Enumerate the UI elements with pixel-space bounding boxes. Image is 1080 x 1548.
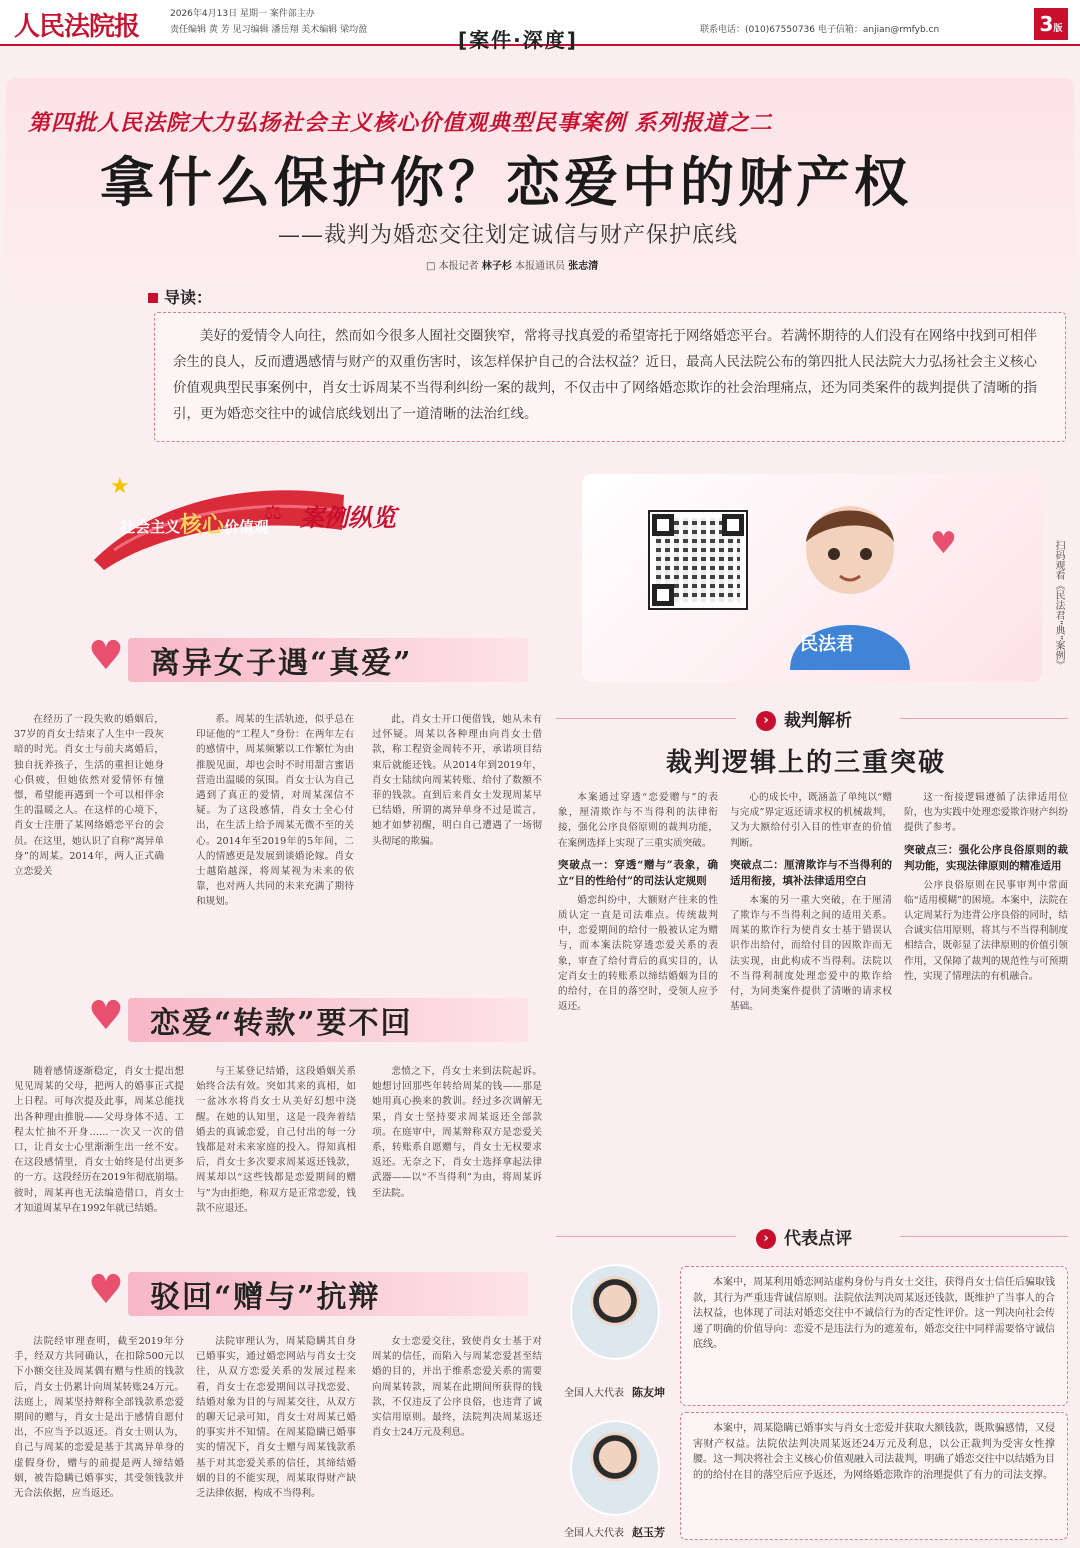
article-column: 系。周某的生活轨迹，似乎总在印证他的“工程人”身份：在两年左右的感情中，周某频繁以工作繁忙为由推脱见面，却也会时不时用甜言蜜语营造出温暖的氛围。肖女士认为自己遇到了真正的爱情，对周某深信不疑。为了这段感情，肖女士全心付出，在生活上给予周某无微不至的关心。2014年至2019年的5年间，二人的情感更是发展到谈婚论嫁。肖女士越陷越深，将周某视为未来的依靠，也对两人共同的未来充满了期待和规划。 <box>196 714 354 908</box>
article-column: 随着感情逐渐稳定，肖女士提出想见见周某的父母，把两人的婚事正式提上日程。可每次提及此事，周某总能找出各种理由推脱——父母身体不适、工程太忙抽不开身……一次又一次的借口，让肖女士心里渐渐生出一丝不安。在这段感情里，肖女士始终是付出更多的一方。这段经历在2019年彻底崩塌。彼时，周某再也无法编造借口，肖女士才知道周某早在1992年就已结婚。 <box>14 1066 184 1214</box>
square-icon <box>148 293 158 303</box>
heart-icon: ♥ <box>88 993 124 1039</box>
gavel-icon: ⚖ <box>264 500 282 524</box>
qr-corner <box>652 584 674 606</box>
article-column: 与王某登记结婚，这段婚姻关系始终合法有效。突如其来的真相，如一盆冰水将肖女士从美好幻想中浇醒。在她的认知里，这是一段奔着结婚去的真诚恋爱，自己付出的每一分钱都是对未来家庭的投入。得知真相后，肖女士多次要求周某返还钱款，周某却以“这些钱都是恋爱期间的赠与”为由拒绝，称双方是正常恋爱，钱款不应退还。 <box>196 1066 356 1214</box>
subtitle: ——裁判为婚恋交往划定诚信与财产保护底线 <box>278 223 739 248</box>
section-heading-1 <box>88 630 528 686</box>
intro-label: 导读： <box>148 285 212 308</box>
divider <box>900 1236 1068 1237</box>
section-tag: [案件·深度] <box>458 28 578 52</box>
chevron-right-icon: › <box>756 1229 776 1249</box>
page-title: 拿什么保护你？恋爱中的财产权 <box>100 151 912 214</box>
heart-icon: ♥ <box>88 1267 124 1313</box>
comments-tag: › 代表点评 <box>756 1224 852 1249</box>
rep-2-name: 全国人大代表 赵玉芳 <box>564 1526 665 1539</box>
article-column: 法院经审理查明，截至2019年分手，经双方共同确认，在扣除500元以下小额交往及周某偶有赠与性质的钱款后，肖女士仍累计向周某转账24万元。法庭上，周某坚持辩称全部钱款系恋爱期间的赠与，肖女士是出于感情自愿付出，不应当予以返还。肖女士则认为，自己与周某的恋爱是基于其离异单身的虚假身份，赠与的前提是两人缔结婚姻，被告隐瞒已婚事实，其受领钱款并无合法依据，应当返还。 <box>14 1336 184 1500</box>
analysis-tag: › 裁判解析 <box>756 706 852 731</box>
ribbon-text: 社会主义核心价值观 <box>120 513 270 538</box>
article-column: 法院审理认为，周某隐瞒其自身已婚事实，通过婚恋网站与肖女士交往，从双方恋爱关系的发展过程来看，肖女士在恋爱期间以寻找恋爱、结婚对象为目的与周某交往，从双方的聊天记录可知，肖女士对周某已婚的事实并不知情。在周某隐瞒已婚事实的情况下，肖女士赠与周某钱款系基于对其恋爱关系的信任，其缔结婚姻的目的不能实现，周某取得财产缺乏法律依据，构成不当得利。 <box>196 1336 356 1500</box>
heart-icon: ♥ <box>88 633 124 679</box>
breakthrough-3-title: 突破点三：强化公序良俗原则的裁判功能，实现法律原则的精准适用 <box>904 843 1068 872</box>
breakthrough-2-title: 突破点二：厘清欺诈与不当得利的适用衔接，填补法律适用空白 <box>730 858 892 887</box>
date-line: 2026年4月13日 星期一 案件部主办 <box>170 9 315 19</box>
editors-line: 责任编辑 黄 芳 见习编辑 潘岳翔 美术编辑 梁均盈 <box>170 25 368 35</box>
rep-1-name: 全国人大代表 陈友坤 <box>564 1386 665 1399</box>
case-overview-tag: 案例纵览 <box>300 503 396 532</box>
newspaper-logo: 人民法院报 <box>14 12 140 42</box>
analysis-column-1: 本案通过穿透“恋爱赠与”的表象，厘清欺诈与不当得利的法律衔接，强化公序良俗原则的裁判功能，在案例选择上实现了三重实质突破。 突破点一：穿透“赠与”表象，确立“目的性给付”的司法认定规则 婚恋纠纷中，大额财产往来的性质认定一直是司法难点。传统裁判中，恋爱期间的给付一般被认定为赠与，而本案法院穿透恋爱关系的表象，审查了给付背后的真实目的，认定肖女士的转账系以缔结婚姻为目的的给付，在目的落空时，受领人应予返还。 <box>558 792 718 1013</box>
article-column: 女士恋爱交往，致使肖女士基于对周某的信任，而陷入与周某恋爱甚至结婚的目的，并出于维系恋爱关系的需要向周某转款，周某在此期间所获得的钱款，不仅违反了公序良俗，也违背了诚实信用原则。最终，法院判决周某返还肖女士24万元及利息。 <box>372 1336 542 1439</box>
page-number: 3版 <box>1034 8 1068 40</box>
heart-icon: ♥ <box>930 526 957 561</box>
section-heading-2 <box>88 990 528 1046</box>
breakthrough-1-title: 突破点一：穿透“赠与”表象，确立“目的性给付”的司法认定规则 <box>558 858 718 887</box>
analysis-title: 裁判逻辑上的三重突破 <box>666 748 947 778</box>
article-column: 此，肖女士开口便借钱，她从未有过怀疑。周某以各种理由向肖女士借款，称工程资金周转不开，承诺项目结束后就能还钱。从2014年到2019年，肖女士陆续向周某转账、给付了数额不菲的钱款。直到后来肖女士发现周某早已结婚，所谓的离异单身不过是谎言，她才如梦初醒，明白自己遭遇了一场彻头彻尾的欺骗。 <box>372 714 542 847</box>
article-column: 在经历了一段失败的婚姻后，37岁的肖女士结束了人生中一段灰暗的时光。肖女士与前夫离婚后，独自抚养孩子，生活的重担让她身心俱疲，但她依然对爱情怀有憧憬，希望能再遇到一个可以相伴余生的温暖之人。在这样的心境下，肖女士注册了某网络婚恋平台的会员。在这里，她认识了自称“离异单身”的周某。2014年，两人正式确立恋爱关 <box>14 714 164 878</box>
avatar <box>570 1420 660 1516</box>
comment-box-1: 本案中，周某利用婚恋网站虚构身份与肖女士交往，获得肖女士信任后骗取钱款，其行为严重违背诚信原则。法院依法判决周某返还钱款，既维护了当事人的合法权益，也体现了司法对婚恋交往中不诚信行为的否定性评价。这一判决向社会传递了明确的价值导向：恋爱不是违法行为的遮羞布，婚恋交往中同样需要恪守诚信底线。 <box>680 1266 1068 1406</box>
qr-side-note: 扫码观看《民法君“典”案例》 <box>1053 540 1064 671</box>
qr-corner <box>652 514 674 536</box>
byline: □ 本报记者 林子杉 本报通讯员 张志清 <box>426 261 599 272</box>
divider <box>556 718 736 719</box>
divider <box>556 1236 736 1237</box>
section-title: 驳回“赠与”抗辩 <box>150 1280 381 1315</box>
mascot-label: 民法君 <box>800 634 854 655</box>
section-heading-3 <box>88 1264 528 1320</box>
section-title: 恋爱“转款”要不回 <box>150 1006 413 1041</box>
comment-box-2: 本案中，周某隐瞒已婚事实与肖女士恋爱并获取大额钱款，既欺骗感情，又侵害财产权益。法院依法判决周某返还24万元及利息，以公正裁判为受害女性撑腰。这一判决将社会主义核心价值观融入司法裁判，明确了婚恋交往中以结婚为目的的给付在目的落空后应予返还，为网络婚恋欺诈的治理提供了有力的司法支撑。 <box>680 1412 1068 1540</box>
qr-corner <box>722 514 744 536</box>
intro-box: 美好的爱情令人向往，然而如今很多人囿社交圈狭窄，常将寻找真爱的希望寄托于网络婚恋平台。若满怀期待的人们没有在网络中找到可相伴余生的良人，反而遭遇感情与财产的双重伤害时，该怎样保护自己的合法权益？近日，最高人民法院公布的第四批人民法院大力弘扬社会主义核心价值观典型民事案例中，肖女士诉周某不当得利纠纷一案的裁判，不仅击中了网络婚恋欺诈的社会治理痛点，还为同类案件的裁判提供了清晰的指引，更为婚恋交往中的诚信底线划出了一道清晰的法治红线。 <box>154 312 1066 442</box>
article-column: 悲愤之下，肖女士来到法院起诉。她想讨回那些年转给周某的钱——那是她用真心换来的教训。经过多次调解无果，肖女士坚持要求周某返还全部款项。在庭审中，周某辩称双方是恋爱关系，转账系自愿赠与，肖女士无权要求返还。无奈之下，肖女士选择拿起法律武器——以“不当得利”为由，将周某诉至法院。 <box>372 1066 542 1199</box>
chevron-right-icon: › <box>756 711 776 731</box>
section-title: 离异女子遇“真爱” <box>150 646 413 681</box>
series-title: 第四批人民法院大力弘扬社会主义核心价值观典型民事案例 系列报道之二 <box>28 110 773 136</box>
contact-line: 联系电话：(010)67550736 电子信箱：anjian@rmfyb.cn <box>700 25 940 35</box>
analysis-column-3: 这一衔接逻辑遵循了法律适用位阶，也为实践中处理恋爱欺诈财产纠纷提供了参考。 突破点三：强化公序良俗原则的裁判功能，实现法律原则的精准适用 公序良俗原则在民事审判中常面临“适用模糊”的困境。本案中，法院在认定周某行为违背公序良俗的同时，结合诚实信用原则，将其与不当得利制度相结合，既彰显了法律原则的价值引领作用，又保障了裁判的规范性与可预期性，实现了情理法的有机融合。 <box>904 792 1068 982</box>
avatar <box>570 1264 660 1360</box>
analysis-column-2: 心的成长中，既涵盖了单纯以“赠与完成”界定返还请求权的机械裁判，又为大额给付引入目的性审查的价值判断。 突破点二：厘清欺诈与不当得利的适用衔接，填补法律适用空白 本案的另一重大突破，在于厘清了欺诈与不当得利之间的适用关系。周某的欺诈行为使肖女士基于错误认识作出给付，而给付目的因欺诈而无法实现，由此构成不当得利。法院以不当得利制度处理恋爱中的欺诈给付，为同类案件提供了清晰的请求权基础。 <box>730 792 892 1013</box>
divider <box>900 718 1068 719</box>
star-icon: ★ <box>110 474 130 499</box>
